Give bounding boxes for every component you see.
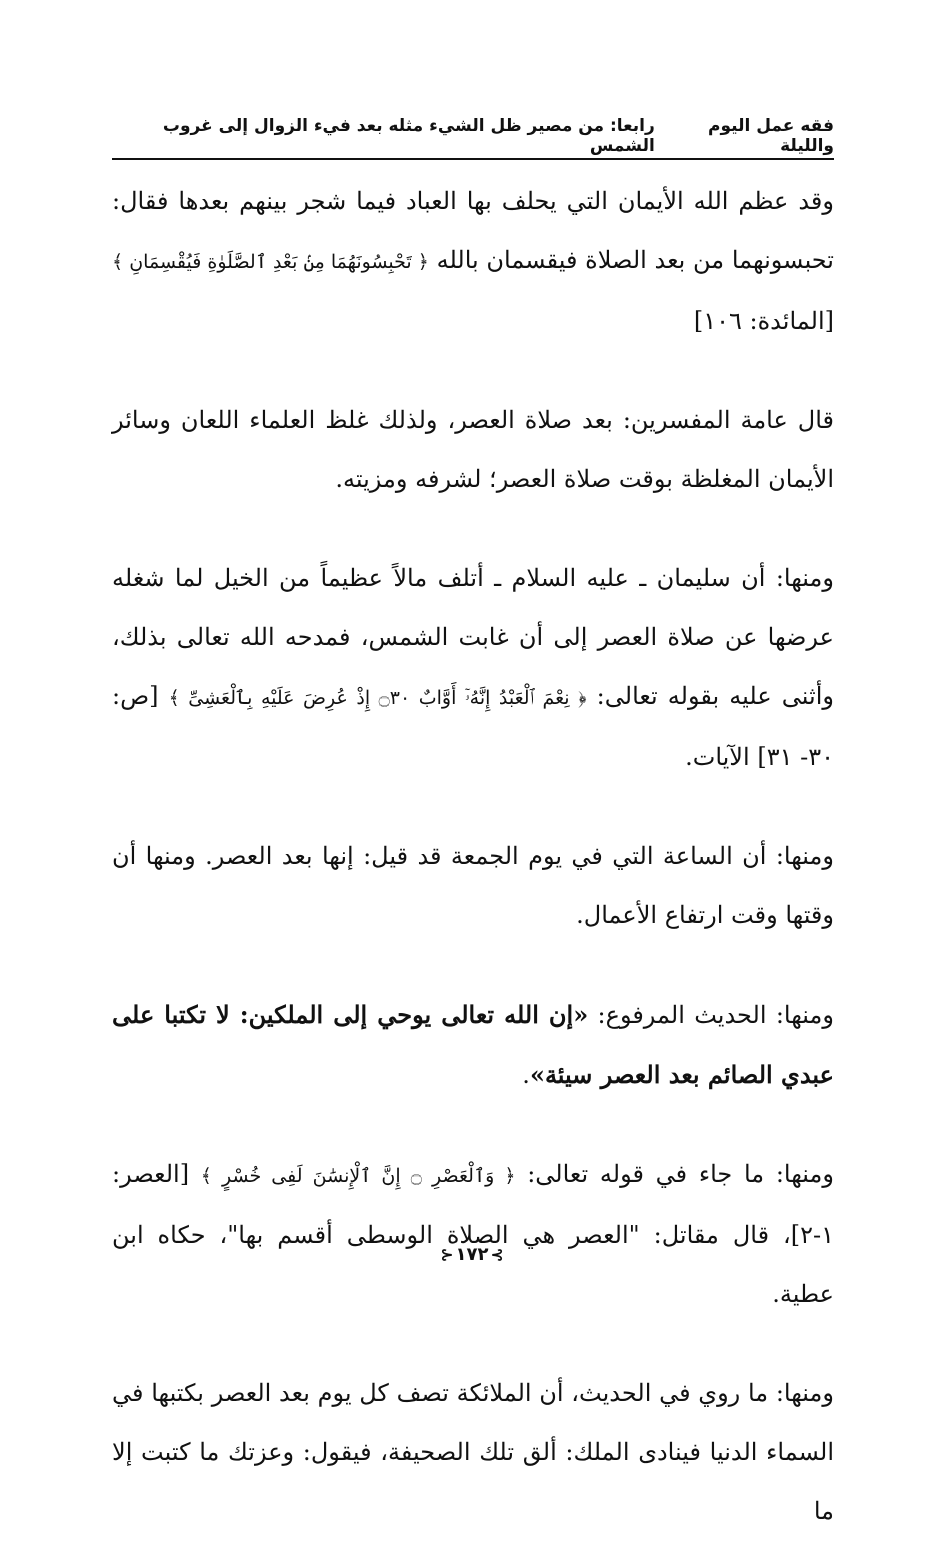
ornament-right-icon: ⊱ <box>490 1245 504 1264</box>
paragraph-sulayman <box>112 549 834 787</box>
quran-verse: ﴿ تَحْبِسُونَهُمَا مِنۢ بَعْدِ ٱلصَّلَوٰةِ فَيُقْسِمَانِ ﴾ <box>112 251 429 273</box>
verse-citation: [ص: ٣٠- ٣١] <box>112 682 834 771</box>
page-body <box>112 172 834 1541</box>
paragraph-text: ومنها: ما جاء في قوله تعالى: <box>527 1160 834 1188</box>
paragraph-text: ومنها: ما روي في الحديث، أن الملائكة تصف كل يوم بعد العصر بكتبها في السماء الدنيا فينادى الملك: ألق تلك الصحيفة، فيقول: وعزتك ما كتبت إلا ما <box>112 1379 834 1525</box>
quran-verse: ﴿ نِعْمَ ٱلْعَبْدُ إِنَّهُۥٓ أَوَّابٌ ۝٣٠ إِذْ عُرِضَ عَلَيْهِ بِٱلْعَشِىِّ ﴾ <box>168 687 587 709</box>
paragraph-hadith <box>112 985 834 1105</box>
page-number-value: ١٧٢ <box>455 1244 489 1265</box>
paragraph-text-end: ، قال مقاتل: "العصر هي الصلاة الوسطى أقسم بها"، حكاه ابن عطية. <box>112 1221 834 1308</box>
page-number <box>0 1244 944 1265</box>
paragraph-text-end: . <box>522 1061 530 1089</box>
paragraph-text: وقد عظم الله الأيمان التي يحلف بها العباد فيما شجر بينهم بعدها فقال: تحبسونهما من بعد الصلاة فيقسمان بالله <box>112 187 834 274</box>
paragraph-friday-hour <box>112 827 834 945</box>
book-title: فقه عمل اليوم والليلة <box>708 116 834 156</box>
paragraph-text: ومنها: أن سليمان ـ عليه السلام ـ أتلف مالاً عظيماً من الخيل لما شغله عرضها عن صلاة العصر إلى أن غابت الشمس، فمدحه الله تعالى بذلك، وأثنى عليه بقوله تعالى: <box>112 564 834 710</box>
quran-verse: ﴿ وَٱلْعَصْرِ ۝ إِنَّ ٱلْإِنسَٰنَ لَفِى خُسْرٍ ﴾ <box>200 1165 516 1187</box>
hadith-quote: «إن الله تعالى يوحي إلى الملكين: لا تكتبا على عبدي الصائم بعد العصر سيئة» <box>112 1000 834 1089</box>
paragraph-oaths <box>112 172 834 351</box>
paragraph-text: قال عامة المفسرين: بعد صلاة العصر، ولذلك غلظ العلماء اللعان وسائر الأيمان المغلظة بوقت صلاة العصر؛ لشرفه ومزيته. <box>112 406 834 493</box>
chapter-title: رابعا: من مصير ظل الشيء مثله بعد فيء الزوال إلى غروب الشمس <box>162 116 655 156</box>
paragraph-text-end: الآيات. <box>685 743 750 771</box>
header-divider <box>112 158 834 160</box>
verse-citation: [العصر: ١-٢] <box>112 1160 834 1249</box>
paragraph-surat-al-asr <box>112 1145 834 1324</box>
verse-citation: [المائدة: ١٠٦] <box>693 307 834 335</box>
paragraph-commentators <box>112 391 834 509</box>
paragraph-text: ومنها: الحديث المرفوع: <box>597 1001 834 1029</box>
paragraph-text: ومنها: أن الساعة التي في يوم الجمعة قد قيل: إنها بعد العصر. ومنها أن وقتها وقت ارتفاع الأعمال. <box>112 842 834 929</box>
paragraph-angels <box>112 1364 834 1541</box>
running-header <box>112 116 834 156</box>
ornament-left-icon: ⊰ <box>440 1245 454 1264</box>
